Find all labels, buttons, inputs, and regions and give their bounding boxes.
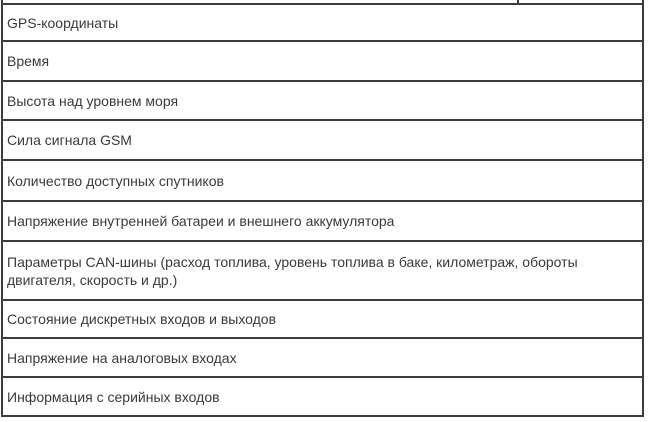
table-row-label: Сила сигнала GSM <box>7 132 132 148</box>
column-divider-remnant <box>517 0 519 3</box>
table-row <box>3 339 642 378</box>
cropped-row-top <box>3 0 642 5</box>
table-row <box>3 5 642 42</box>
table-row <box>3 161 642 202</box>
table-row <box>3 301 642 339</box>
table-row-label: Состояние дискретных входов и выходов <box>7 311 277 327</box>
table-row-label: Напряжение на аналоговых входах <box>7 349 237 366</box>
table-row <box>3 82 642 121</box>
table-row-label: Информация с серийных входов <box>7 388 220 405</box>
table-row <box>3 378 642 415</box>
table-row-label: Напряжение внутренней батареи и внешнего аккумулятора <box>7 213 395 229</box>
table-row-label: Параметры CAN-шины (расход топлива, уровень топлива в баке, километраж, обороты двигателя, скорость и др.) <box>7 253 578 288</box>
table-row <box>3 42 642 82</box>
table-row-label: GPS-координаты <box>7 14 119 31</box>
table-row-label: Высота над уровнем моря <box>7 92 179 109</box>
table-row-label: Время <box>7 53 50 69</box>
table-row-label: Количество доступных спутников <box>7 172 224 189</box>
table-row <box>3 121 642 161</box>
table-rows <box>3 5 642 415</box>
parameters-table <box>1 0 644 417</box>
table-row <box>3 242 642 301</box>
table-row <box>3 202 642 242</box>
